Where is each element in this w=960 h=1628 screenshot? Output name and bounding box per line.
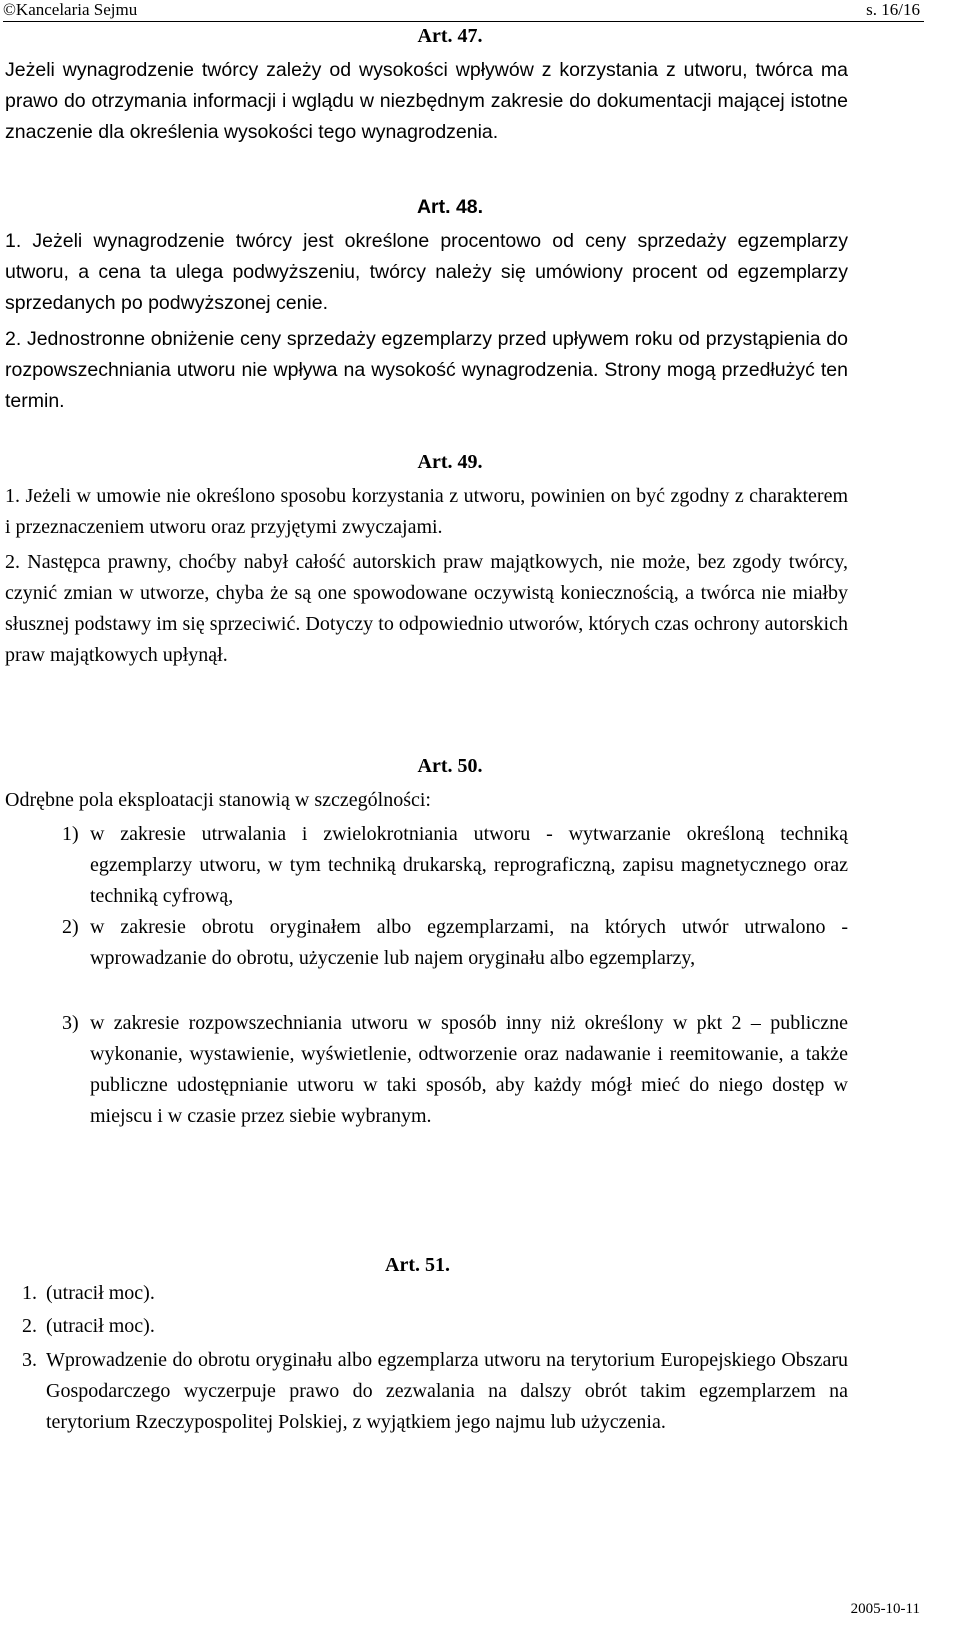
article-50-intro: Odrębne pola eksploatacji stanowią w szczególności: [5,789,431,811]
article-48-paragraph-1: 1. Jeżeli wynagrodzenie twórcy jest określone procentowo od ceny sprzedaży egzemplarzy utworu, a cena ta ulega podwyższeniu, twórcy należy się umówiony procent od egzemplarzy sprzedanych po podwyższonej cenie. [5,230,848,314]
list-item-text: w zakresie utrwalania i zwielokrotniania utworu - wytwarzanie określoną techniką egzemplarzy utworu, w tym techniką drukarską, reprograficzną, zapisu magnetycznego oraz techniką cyfrową, [90,823,848,907]
list-item-number: 2. [22,1315,37,1337]
article-48-heading: Art. 48. [416,196,484,218]
article-50-item-3 [62,1008,848,1132]
header-page-number: s. 16/16 [866,0,920,19]
list-item-text: (utracił moc). [46,1315,155,1337]
article-47-text: Jeżeli wynagrodzenie twórcy zależy od wysokości wpływów z korzystania z utworu, twórca ma prawo do otrzymania informacji i wglądu w niezbędnym zakresie do dokumentacji mającej istotne znaczenie dla określenia wysokości tego wynagrodzenia. [5,59,848,143]
article-50-heading: Art. 50. [417,755,483,777]
article-47-heading: Art. 47. [417,25,483,47]
article-51-heading: Art. 51. [385,1254,450,1276]
list-item-number: 2) [62,916,79,938]
header-divider [3,21,924,22]
list-item-number: 3) [62,1012,79,1034]
list-item-text: w zakresie rozpowszechniania utworu w sposób inny niż określony w pkt 2 – publiczne wykonanie, wystawienie, wyświetlenie, odtworzenie oraz nadawanie i reemitowanie, a także publiczne udostępnianie utworu w taki sposób, aby każdy mógł mieć do niego dostęp w miejscu i w czasie przez siebie wybranym. [90,1012,848,1127]
list-item-text: (utracił moc). [46,1282,155,1304]
article-49-heading: Art. 49. [417,451,483,473]
list-item-text: Wprowadzenie do obrotu oryginału albo egzemplarza utworu na terytorium Europejskiego Obszaru Gospodarczego wyczerpuje prawo do zezwalania na dalszy obrót takim egzemplarzem na terytorium Rzeczypospolitej Polskiej, z wyjątkiem jego najmu lub użyczenia. [46,1349,848,1433]
article-49-paragraph-2: 2. Następca prawny, choćby nabył całość autorskich praw majątkowych, nie może, bez zgody twórcy, czynić zmian w utworze, chyba że są one spowodowane oczywistą koniecznością, a twórca nie miałby słusznej podstawy im się sprzeciwić. Dotyczy to odpowiednio utworów, których czas ochrony autorskich praw majątkowych upłynął. [5,551,848,666]
article-50-item-1 [62,819,848,912]
list-item-number: 3. [22,1349,37,1371]
page-header [0,0,960,20]
article-48-paragraph-2: 2. Jednostronne obniżenie ceny sprzedaży egzemplarzy przed upływem roku od przystąpienia do rozpowszechniania utworu nie wpływa na wysokość wynagrodzenia. Strony mogą przedłużyć ten termin. [5,328,848,412]
article-51-item-3 [22,1345,848,1438]
article-51-item-2 [22,1311,848,1342]
footer-date: 2005-10-11 [850,1601,920,1617]
list-item-number: 1) [62,823,79,845]
header-publisher: ©Kancelaria Sejmu [3,0,138,19]
list-item-number: 1. [22,1282,37,1304]
article-51-item-1 [22,1278,848,1309]
list-item-text: w zakresie obrotu oryginałem albo egzemplarzami, na których utwór utrwalono - wprowadzanie do obrotu, użyczenie lub najem oryginału albo egzemplarzy, [90,916,848,969]
article-49-paragraph-1: 1. Jeżeli w umowie nie określono sposobu korzystania z utworu, powinien on być zgodny z charakterem i przeznaczeniem utworu oraz przyjętymi zwyczajami. [5,485,848,538]
article-50-item-2 [62,912,848,974]
